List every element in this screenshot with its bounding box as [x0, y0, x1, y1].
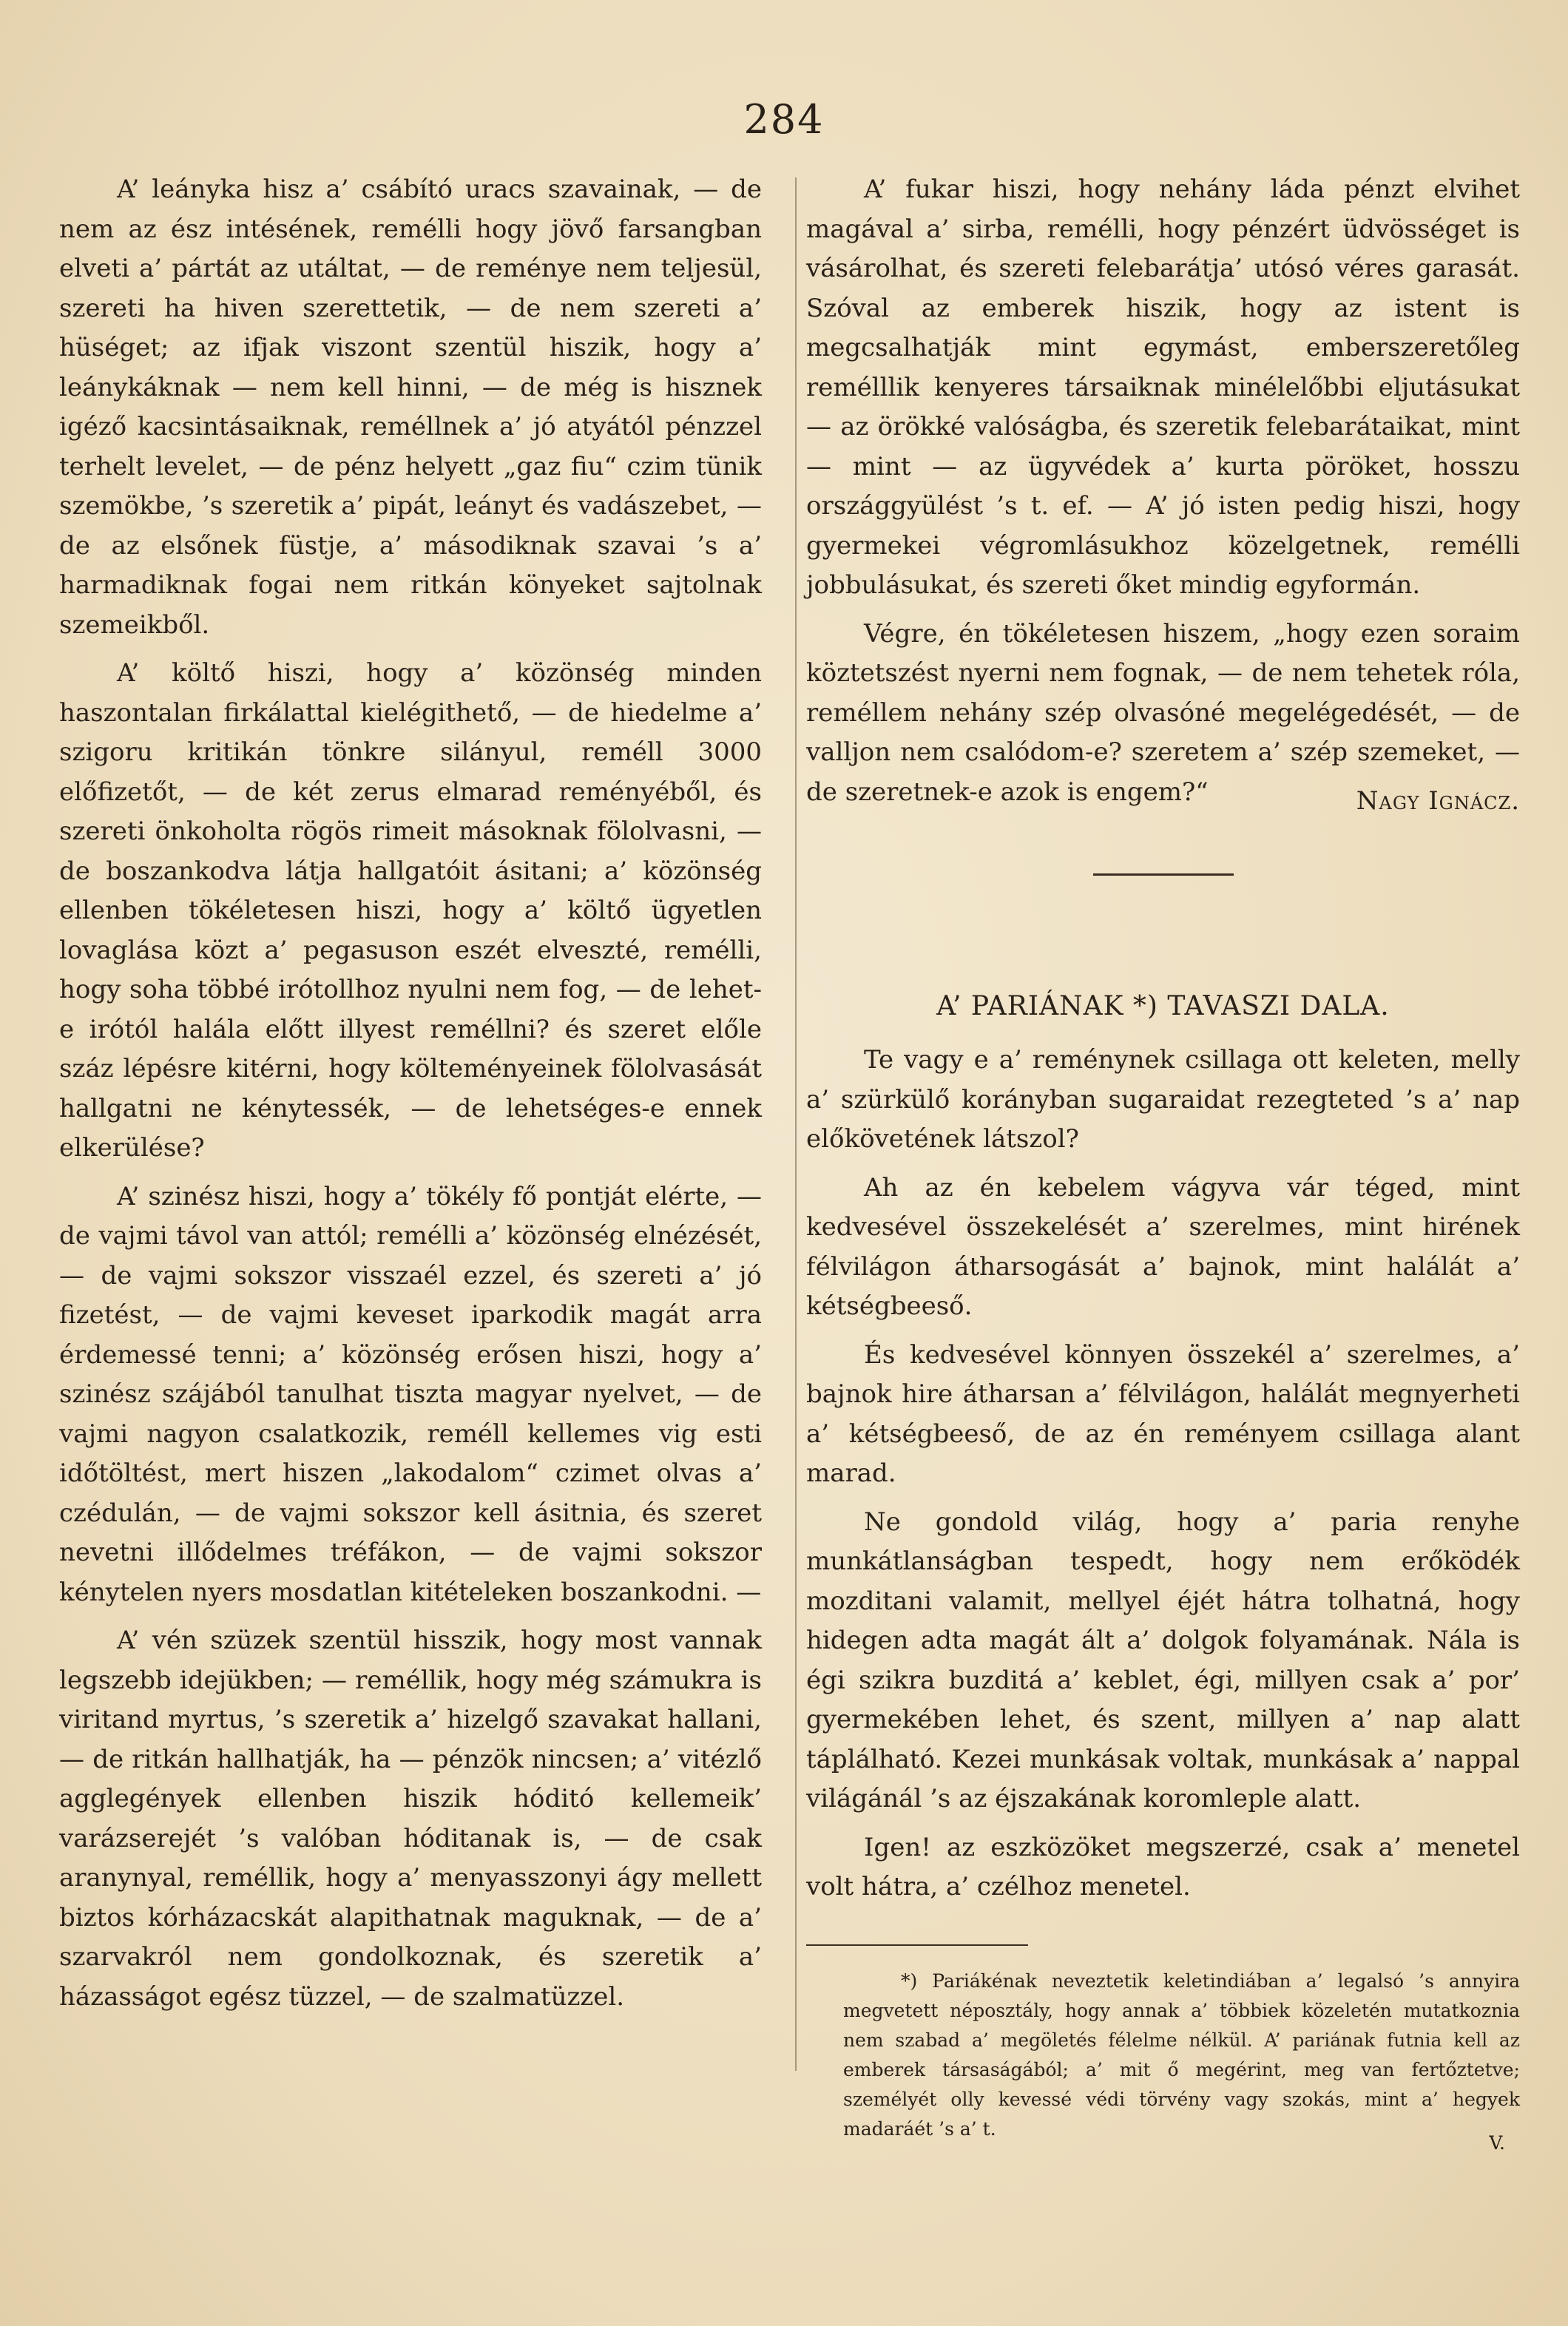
poem-paragraph: Igen! az eszközöket megszerzé, csak a’ menetel volt hátra, a’ czélhoz menetel.	[806, 1832, 1520, 1901]
paragraph-szinesz: A’ szinész hiszi, hogy a’ tökély fő pontját elérte, — de vajmi távol van attól; remélli a’ közönség elnézését, — de vajmi sokszor visszaél ezzel, és szereti a’ jó fizetést, — de vajmi keveset iparkodik magát arra érdemessé tenni; a’ közönség erősen hiszi, hogy a’ szinész szájából tanulhat tiszta magyar nyelvet, — de vajmi nagyon csalatkozik, reméll kellemes vig esti időtöltést, mert hiszen „lakodalom“ czimet olvas a’ czédulán, — de vajmi sokszor kell ásitnia, és szeret nevetni illődelmes tréfákon, — de vajmi sokszor kénytelen nyers mosdatlan kitételeken boszankodni. —	[59, 1181, 762, 1607]
column-divider	[795, 178, 797, 2071]
paragraph-vegre: Végre, én tökéletesen hiszem, „hogy ezen soraim köztetszést nyerni nem fognak, — de nem tehetek róla, reméllem nehány szép olvasóné megelégedését, — de valljon nem csalódom-e? szeretem a’ szép szemeket, — de szeretnek-e azok is engem?“	[806, 618, 1520, 807]
paragraph-fukar: A’ fukar hiszi, hogy nehány láda pénzt elvihet magával a’ sirba, remélli, hogy pénzért üdvösséget is vásárolhat, és szereti felebarátja’ utósó véres garasát. Szóval az emberek hiszik, hogy az istent is megcsalhatják mint egymást, emberszeretőleg remélllik kenyeres társaiknak minélelőbbi eljutásukat — az örökké valóságba, és szeretik felebarátaikat, mint — mint — az ügyvédek a’ kurta pöröket, hosszu országgyülést ’s t. ef. — A’ jó isten pedig hiszi, hogy gyermekei végromlásukhoz közelgetnek, remélli jobbulásukat, és szereti őket mindig egyformán.	[806, 175, 1520, 600]
paragraph-leanyka: A’ leányka hisz a’ csábító uracs szavainak, — de nem az ész intésének, remélli hogy jövő farsangban elveti a’ pártát az utáltat, — de reménye nem teljesül, szereti ha hiven szerettetik, — de nem szereti a’ hüséget; az ifjak viszont szentül hiszik, hogy a’ leánykáknak — nem kell hinni, — de még is hisznek igéző kacsintásaiknak, reméllnek a’ jó atyától pénzzel terhelt levelet, — de pénz helyett „gaz fiu“ czim tünik szemökbe, ’s szeretik a’ pipát, leányt és vadászebet, — de az elsőnek füstje, a’ másodiknak szavai ’s a’ harmadiknak fogai nem ritkán könyeket sajtolnak szemeikből.	[59, 175, 762, 640]
poem-title: A’ PARIÁNAK *) TAVASZI DALA.	[936, 990, 1390, 1021]
poem-paragraph: Te vagy e a’ reménynek csillaga ott keleten, melly a’ szürkülő korányban sugaraidat rezegteted ’s a’ nap előkövetének látszol?	[806, 1045, 1520, 1154]
paragraph-ven-szuzek: A’ vén szüzek szentül hisszik, hogy most vannak legszebb idejükben; — reméllik, hogy még számukra is viritand myrtus, ’s szeretik a’ hizelgő szavakat hallani, — de ritkán hallhatják, ha — pénzök nincsen; a’ vitézlő agglegények ellenben hiszik hóditó kellemeik’ varázserejét ’s valóban hóditanak is, — de csak aranynyal, reméllik, hogy a’ menyasszonyi ágy mellett biztos kórházacskát alapithatnak maguknak, — de a’ szarvakról nem gondolkoznak, és szeretik a’ házasságot egész tüzzel, — de szalmatüzzel.	[59, 1626, 762, 2012]
paragraph-kolto: A’ költő hiszi, hogy a’ közönség minden haszontalan firkálattal kielégithető, — de hiedelme a’ szigoru kritikán tönkre silányul, reméll 3000 előfizetőt, — de két zerus elmarad reményéből, és szereti önkoholta rögös rimeit másoknak fölolvasni, — de boszankodva látja hallgatóit ásitani; a’ közönség ellenben tökéletesen hiszi, hogy a’ költő ügyetlen lovaglása közt a’ pegasuson eszét elveszté, remélli, hogy soha többé irótollhoz nyulni nem fog, — de lehet-e irótól halála előtt illyest reméllni? és szeret előle száz lépésre kitérni, hogy költeményeinek fölolvasását hallgatni ne kénytessék, — de lehetséges-e ennek elkerülése?	[59, 658, 762, 1163]
left-column	[59, 170, 762, 2026]
footnote: *) Pariákénak neveztetik keletindiában a’ legalsó ’s annyira megvetett néposztály, hogy annak a’ többiek közeletén mutatkoznia nem szabad a’ megöletés félelme nélkül. A’ pariának futnia kell az emberek társaságából; a’ mit ő megérint, meg van fertőztetve; személyét olly kevessé védi törvény vagy szokás, mint a’ hegyek madaráét ’s a’ t.	[843, 1970, 1520, 2140]
poem-paragraph: És kedvesével könnyen összekél a’ szerelmes, a’ bajnok hire átharsan a’ félvilágon, halálát megnyerheti a’ kétségbeeső, de az én reményem csillaga alant marad.	[806, 1339, 1520, 1488]
author-signature: Nagy Ignácz.	[1356, 786, 1520, 816]
page-number: 284	[743, 96, 825, 143]
section-divider	[1093, 873, 1234, 876]
footnote-rule	[806, 1944, 1028, 1946]
footnote-signature: V.	[1489, 2131, 1505, 2154]
poem-paragraph: Ne gondold világ, hogy a’ paria renyhe munkátlanságban tespedt, hogy nem erőködék mozditani valamit, mellyel éjét hátra tolhatná, hogy hidegen adta magát ált a’ dolgok folyamának. Nála is égi szikra buzditá a’ keblet, égi, millyen csak a’ por’ gyermekében lehet, és szent, millyen a’ nap alatt táplálható. Kezei munkásak voltak, munkásak a’ nappal világánál ’s az éjszakának koromleple alatt.	[806, 1507, 1520, 1813]
right-column	[806, 170, 1520, 2163]
poem-paragraph: Ah az én kebelem vágyva vár téged, mint kedvesével összekelését a’ szerelmes, mint hirének félvilágon átharsogását a’ bajnok, mint halálát a’ kétségbeeső.	[806, 1172, 1520, 1321]
